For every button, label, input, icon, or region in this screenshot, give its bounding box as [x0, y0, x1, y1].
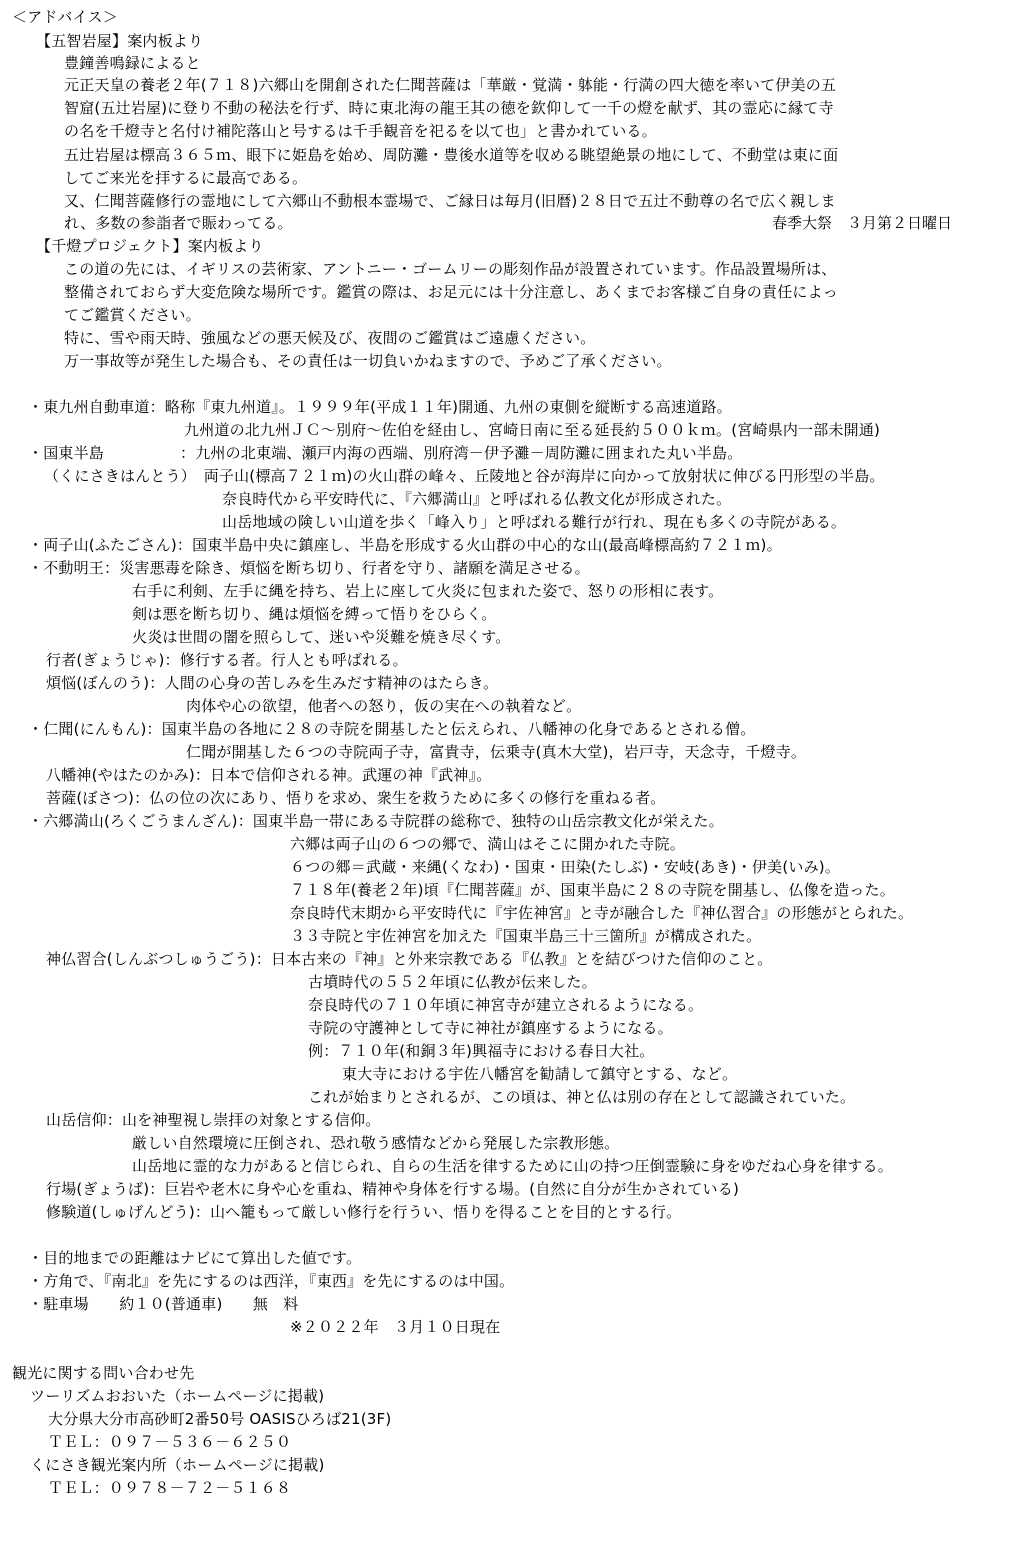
glossary-line: ３３寺院と宇佐神宮を加えた『国東半島三十三箇所』が構成された。 — [290, 927, 762, 945]
glossary-line: ７１８年(養老２年)頃『仁聞菩薩』が、国東半島に２８の寺院を開基し、仏像を造った。 — [290, 881, 895, 899]
glossary-line: 寺院の守護神として寺に神社が鎮座するようになる。 — [308, 1019, 673, 1037]
glossary-line: （くにさきはんとう） 両子山(標高７２１ｍ)の火山群の峰々、丘陵地と谷が海岸に向かって放射状に伸びる円形型の半島。 — [44, 467, 885, 485]
note-distance: ・目的地までの距離はナビにて算出した値です。 — [28, 1249, 362, 1267]
gochi-line: れ、多数の参詣者で賑わってる。 — [64, 214, 293, 232]
gochi-line: 智窟(五辻岩屋)に登り不動の秘法を行ず、時に東北海の龍王其の徳を欽仰して一千の燈を献ず、其の霊応に縁て寺 — [64, 99, 834, 117]
contact-oita-tel: ＴＥＬ：０９７－５３６－６２５０ — [48, 1433, 292, 1451]
gochi-heading: 【五智岩屋】案内板より — [36, 32, 204, 50]
note-asof: ※２０２２年 ３月１０日現在 — [290, 1318, 501, 1336]
glossary-line: 山岳信仰：山を神聖視し崇拝の対象とする信仰。 — [46, 1111, 381, 1129]
gochi-line: してご来光を拝するに最高である。 — [64, 169, 308, 187]
glossary-line: 右手に利剣、左手に縄を持ち、岩上に座して火炎に包まれた姿で、怒りの形相に表す。 — [132, 582, 724, 600]
advice-title: ＜アドバイス＞ — [12, 8, 118, 26]
sento-line: 特に、雪や雨天時、強風などの悪天候及び、夜間のご鑑賞はご遠慮ください。 — [64, 329, 596, 347]
note-parking: ・駐車場 約１０(普通車) 無 料 — [28, 1295, 299, 1313]
glossary-line: ・両子山(ふたごさん)：国東半島中央に鎮座し、半島を形成する火山群の中心的な山(最高峰標高約７２１ｍ)。 — [28, 536, 782, 554]
contact-oita-address: 大分県大分市高砂町2番50号 OASISひろば21(3F) — [48, 1410, 392, 1428]
glossary-line: ・不動明王：災害悪毒を除き、煩悩を断ち切り、行者を守り、諸願を満足させる。 — [28, 559, 590, 577]
glossary-line: 例：７１０年(和銅３年)興福寺における春日大社。 — [308, 1042, 655, 1060]
glossary-line: 東大寺における宇佐八幡宮を勧請して鎮守とする、など。 — [342, 1065, 738, 1083]
sento-line: 整備されておらず大変危険な場所です。鑑賞の際は、お足元には十分注意し、あくまでお客様ご自身の責任によっ — [64, 283, 839, 301]
glossary-line: ６つの郷＝武蔵・来縄(くなわ)・国東・田染(たしぶ)・安岐(あき)・伊美(いみ)。 — [290, 858, 841, 876]
glossary-line: 肉体や心の欲望，他者への怒り，仮の実在への執着など。 — [186, 697, 582, 715]
gochi-festival: 春季大祭 ３月第２日曜日 — [771, 214, 952, 232]
glossary-line: ・六郷満山(ろくごうまんざん)：国東半島一帯にある寺院群の総称で、独特の山岳宗教文化が栄えた。 — [28, 812, 724, 830]
glossary-line: 煩悩(ぼんのう)：人間の心身の苦しみを生みだす精神のはたらき。 — [46, 674, 499, 692]
gochi-line: 元正天皇の養老２年(７１８)六郷山を開創された仁聞菩薩は「華厳・覚満・躰能・行満の四大徳を率いて伊美の五 — [64, 76, 837, 94]
glossary-line: 八幡神(やはたのかみ)：日本で信仰される神。武運の神『武神』。 — [46, 766, 492, 784]
gochi-line: 五辻岩屋は標高３６５ｍ、眼下に姫島を始め、周防灘・豊後水道等を収める眺望絶景の地にして、不動堂は東に面 — [64, 146, 839, 164]
gochi-line: 又、仁聞菩薩修行の霊地にして六郷山不動根本霊場で、ご縁日は毎月(旧暦)２８日で五辻不動尊の名で広く親しま — [64, 192, 836, 210]
glossary-line: 行者(ぎょうじゃ)：修行する者。行人とも呼ばれる。 — [46, 651, 408, 669]
glossary-line: 菩薩(ぼさつ)：仏の位の次にあり、悟りを求め、衆生を救うために多くの修行を重ねる者。 — [46, 789, 666, 807]
glossary-line: ・国東半島 ：九州の北東端、瀬戸内海の西端、別府湾－伊予灘－周防灘に囲まれた丸い半島。 — [28, 444, 743, 462]
glossary-line: 山岳地に霊的な力があると信じられ、自らの生活を律するために山の持つ圧倒霊験に身をゆだね心身を律する。 — [132, 1157, 893, 1175]
gochi-source: 豊鐘善鳴録によると — [64, 54, 201, 72]
sento-heading: 【千燈プロジェクト】案内板より — [36, 237, 264, 255]
glossary-line: 奈良時代から平安時代に、『六郷満山』と呼ばれる仏教文化が形成された。 — [222, 490, 732, 508]
glossary-line: ・東九州自動車道：略称『東九州道』。１９９９年(平成１１年)開通、九州の東側を縦断する高速道路。 — [28, 398, 732, 416]
contact-oita-name: ツーリズムおおいた（ホームページに掲載) — [30, 1387, 325, 1405]
sento-line: てご鑑賞ください。 — [64, 306, 201, 324]
glossary-line: 奈良時代の７１０年頃に神宮寺が建立されるようになる。 — [308, 996, 704, 1014]
glossary-line: 九州道の北九州ＪＣ～別府～佐伯を経由し、宮崎日南に至る延長約５００ｋｍ。(宮崎県内一部未開通) — [184, 421, 881, 439]
glossary-line: 山岳地域の険しい山道を歩く「峰入り」と呼ばれる難行が行れ、現在も多くの寺院がある。 — [222, 513, 847, 531]
glossary-line: 古墳時代の５５２年頃に仏教が伝来した。 — [308, 973, 597, 991]
gochi-line: の名を千燈寺と名付け補陀落山と号するは千手観音を祀るを以て也」と書かれている。 — [64, 122, 657, 140]
glossary-line: 火炎は世間の闇を照らして、迷いや災難を焼き尽くす。 — [132, 628, 511, 646]
glossary-line: 行場(ぎょうば)：巨岩や老木に身や心を重ね、精神や身体を行する場。(自然に自分が生かされている) — [46, 1180, 740, 1198]
glossary-line: 厳しい自然環境に圧倒され、恐れ敬う感情などから発展した宗教形態。 — [132, 1134, 620, 1152]
glossary-line: ・仁聞(にんもん)：国東半島の各地に２８の寺院を開基したと伝えられ、八幡神の化身であるとされる僧。 — [28, 720, 756, 738]
note-direction: ・方角で、『南北』を先にするのは西洋，『東西』を先にするのは中国。 — [28, 1272, 515, 1290]
glossary-line: 仁聞が開基した６つの寺院両子寺，富貴寺，伝乗寺(真木大堂)，岩戸寺，天念寺，千燈寺。 — [186, 743, 807, 761]
contact-title: 観光に関する問い合わせ先 — [12, 1364, 195, 1382]
contact-kunisaki-tel: ＴＥＬ：０９７８－７２－５１６８ — [48, 1479, 292, 1497]
glossary-line: これが始まりとされるが、この頃は、神と仏は別の存在として認識されていた。 — [308, 1088, 856, 1106]
glossary-line: 神仏習合(しんぶつしゅうごう)：日本古来の『神』と外来宗教である『仏教』とを結びつけた信仰のこと。 — [46, 950, 773, 968]
glossary-line: 奈良時代末期から平安時代に『宇佐神宮』と寺が融合した『神仏習合』の形態がとられた。 — [290, 904, 914, 922]
glossary-line: 六郷は両子山の６つの郷で、満山はそこに開かれた寺院。 — [290, 835, 685, 853]
contact-kunisaki-name: くにさき観光案内所（ホームページに掲載) — [30, 1456, 325, 1474]
glossary-line: 修験道(しゅげんどう)：山へ籠もって厳しい修行を行うい、悟りを得ることを目的とする行。 — [46, 1203, 682, 1221]
glossary-line: 剣は悪を断ち切り、縄は煩悩を縛って悟りをひらく。 — [132, 605, 497, 623]
sento-line: 万一事故等が発生した場合も、その責任は一切負いかねますので、予めご了承ください。 — [64, 352, 672, 370]
sento-line: この道の先には、イギリスの芸術家、アントニー・ゴームリーの彫刻作品が設置されています。作品設置場所は、 — [64, 260, 837, 278]
